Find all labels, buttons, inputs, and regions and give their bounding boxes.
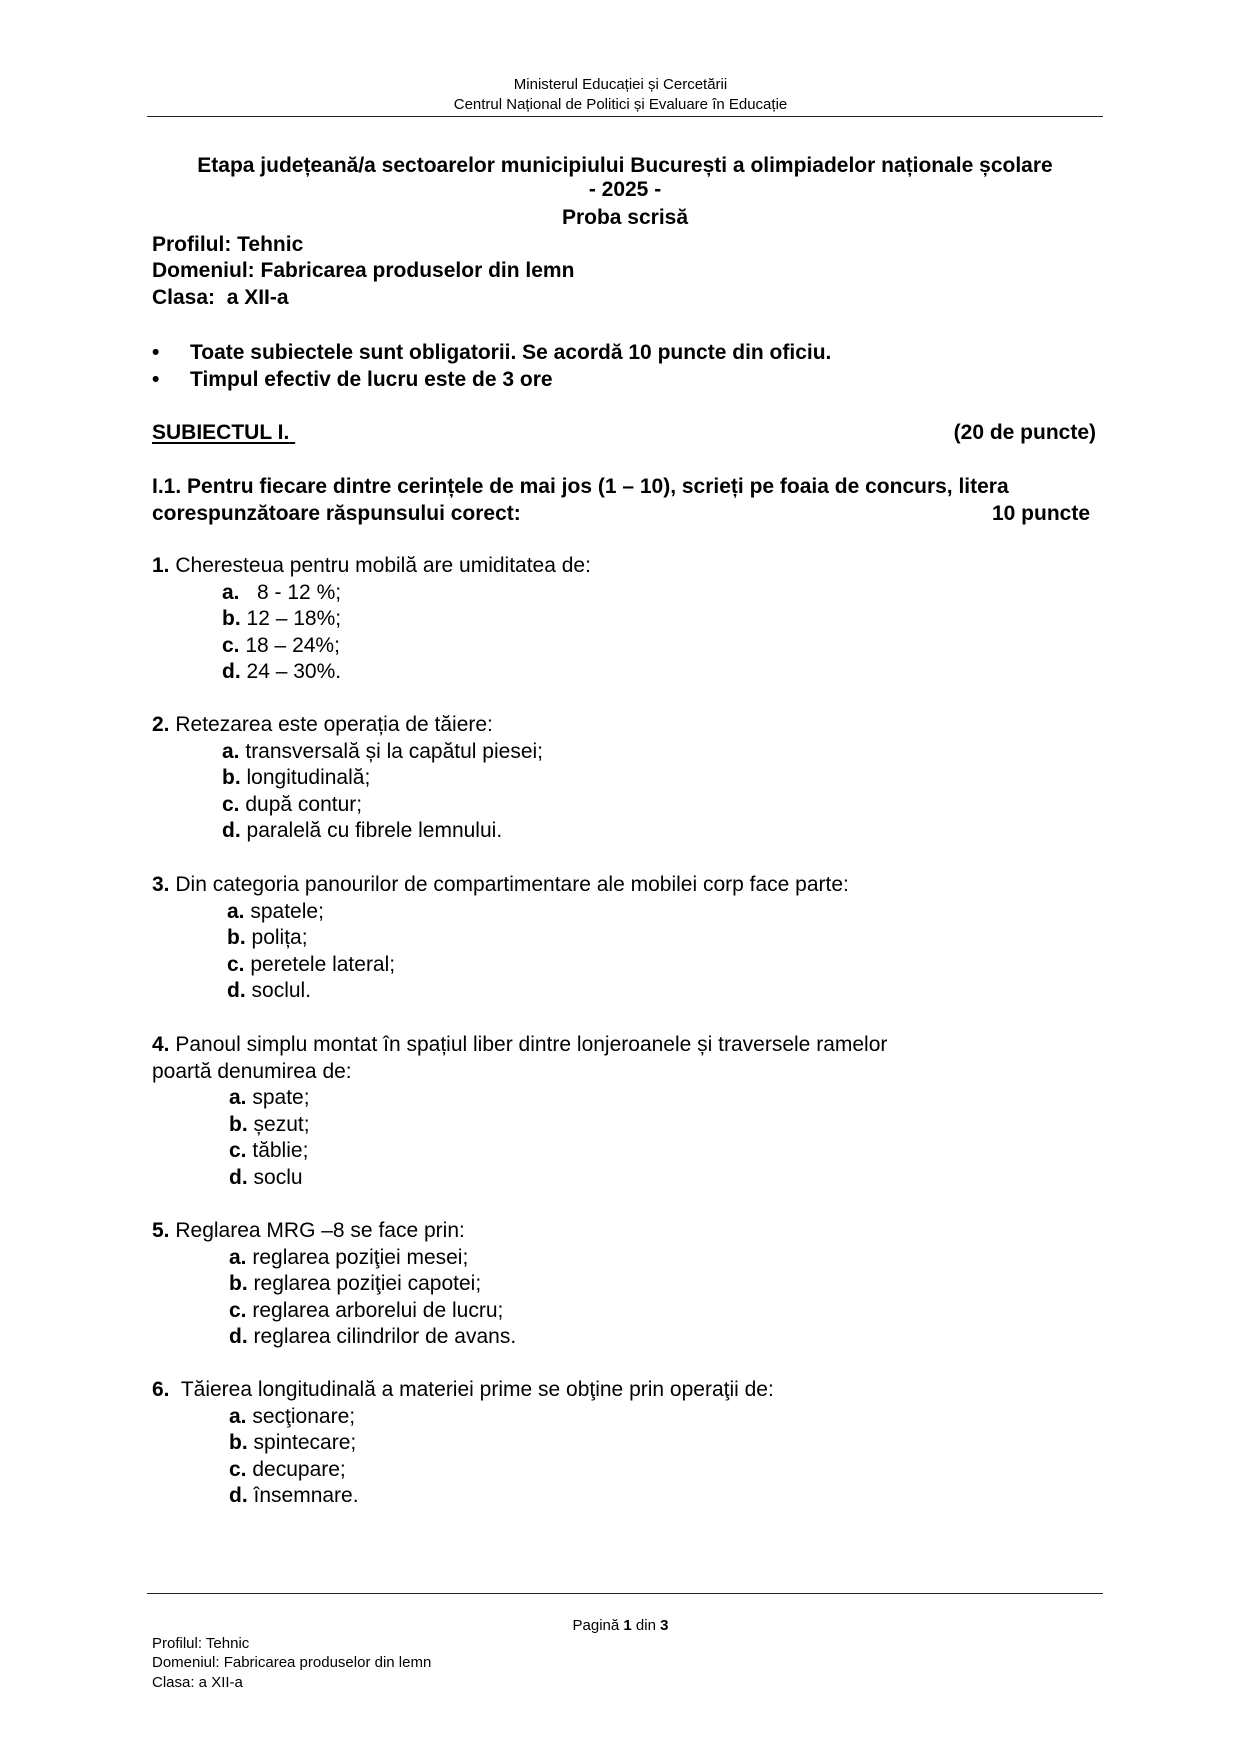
option-letter: c. — [227, 952, 245, 976]
footer-divider — [147, 1593, 1103, 1594]
answer-option — [229, 1166, 303, 1190]
answer-option — [227, 953, 395, 977]
option-text: decupare; — [252, 1457, 346, 1481]
option-text: tăblie; — [252, 1139, 309, 1162]
option-letter: d. — [229, 1165, 248, 1189]
option-text: paralelă cu fibrele lemnului. — [246, 819, 503, 842]
option-text: spatele; — [250, 899, 324, 923]
question-text — [152, 713, 493, 737]
question-text — [152, 554, 591, 578]
option-text: secţionare; — [252, 1404, 356, 1428]
option-letter: c. — [229, 1298, 247, 1322]
option-text: peretele lateral; — [250, 952, 396, 976]
task-instruction-text: corespunzătoare răspunsului corect: — [152, 502, 521, 525]
option-letter: c. — [222, 633, 240, 657]
question-stem: Tăierea longitudinală a materiei prime se obţine prin operaţii de: — [175, 1378, 774, 1401]
footer-profile: Profilul: Tehnic — [152, 1635, 250, 1652]
page-number — [0, 1617, 1241, 1635]
option-letter: d. — [227, 979, 246, 1002]
bullet-icon: • — [152, 341, 160, 364]
question-stem: Cheresteua pentru mobilă are umiditatea de: — [175, 554, 591, 577]
answer-option — [222, 634, 340, 658]
option-letter: b. — [229, 1112, 248, 1136]
option-text: soclu — [253, 1165, 303, 1189]
answer-option — [229, 1325, 516, 1349]
option-letter: a. — [229, 1245, 247, 1269]
option-text: soclul. — [251, 979, 312, 1002]
question-text — [152, 1378, 774, 1402]
subject-heading — [152, 421, 1096, 445]
option-letter: d. — [229, 1325, 248, 1348]
answer-option — [227, 979, 311, 1003]
question-stem: Panoul simplu montat în spațiul liber dintre lonjeroanele și traversele ramelor — [175, 1033, 888, 1056]
question-text — [152, 1219, 465, 1243]
option-letter: b. — [229, 1272, 248, 1295]
option-letter: c. — [229, 1457, 247, 1481]
question-stem: Retezarea este operația de tăiere: — [175, 713, 493, 736]
option-text: polița; — [251, 926, 308, 949]
question-text — [152, 1033, 887, 1057]
exam-type: Proba scrisă — [561, 206, 689, 229]
option-letter: d. — [222, 819, 241, 842]
exam-year: - 2025 - — [588, 178, 662, 201]
question-stem: Din categoria panourilor de compartimentare ale mobilei corp face parte: — [175, 873, 849, 896]
option-text: 18 – 24%; — [245, 633, 340, 657]
answer-option — [229, 1086, 310, 1110]
task-points: 10 puncte — [991, 502, 1090, 525]
option-text: 8 - 12 %; — [245, 580, 342, 604]
question-stem: poartă denumirea de: — [152, 1059, 352, 1083]
subject-title: SUBIECTUL I. — [152, 421, 290, 444]
option-text: reglarea cilindrilor de avans. — [253, 1325, 517, 1348]
option-letter: d. — [229, 1484, 248, 1507]
task-instruction-line2 — [152, 502, 1090, 526]
answer-option — [222, 607, 341, 631]
answer-option — [222, 740, 543, 764]
option-letter: b. — [222, 607, 241, 630]
option-text: transversală și la capătul piesei; — [245, 739, 544, 763]
center-name: Centrul Național de Politici și Evaluare în Educație — [453, 96, 788, 113]
answer-option — [229, 1299, 503, 1323]
option-letter: c. — [222, 792, 240, 816]
answer-option — [229, 1139, 308, 1163]
option-letter: a. — [229, 1404, 247, 1428]
instruction-item: Timpul efectiv de lucru este de 3 ore — [190, 368, 553, 391]
answer-option — [229, 1458, 346, 1482]
class-label: Clasa: a XII-a — [152, 286, 289, 309]
answer-option — [222, 819, 502, 843]
option-letter: b. — [222, 766, 241, 789]
answer-option — [222, 660, 341, 684]
profile-label: Profilul: Tehnic — [152, 233, 304, 256]
question-number: 2. — [152, 713, 170, 736]
question-number: 3. — [152, 873, 170, 896]
page-total: 3 — [660, 1617, 669, 1634]
answer-option — [229, 1246, 468, 1270]
option-text: reglarea poziţiei mesei; — [252, 1245, 469, 1269]
answer-option — [229, 1272, 481, 1296]
question-number: 4. — [152, 1033, 170, 1056]
option-letter: c. — [229, 1139, 247, 1162]
question-number: 1. — [152, 554, 170, 577]
answer-option — [222, 793, 362, 817]
option-letter: a. — [222, 739, 240, 763]
option-letter: a. — [227, 899, 245, 923]
question-stem: Reglarea MRG –8 se face prin: — [175, 1219, 465, 1242]
option-text: reglarea poziţiei capotei; — [253, 1272, 482, 1295]
exam-title: Etapa județeană/a sectoarelor municipiului București a olimpiadelor naționale școlare — [197, 154, 1053, 177]
question-number: 5. — [152, 1219, 170, 1242]
page-sep: din — [635, 1617, 656, 1634]
task-instruction: I.1. Pentru fiecare dintre cerințele de mai jos (1 – 10), scrieți pe foaia de concurs, litera — [152, 475, 1009, 498]
answer-option — [229, 1113, 310, 1137]
footer-class: Clasa: a XII-a — [152, 1674, 243, 1691]
subject-points: (20 de puncte) — [953, 421, 1096, 444]
instruction-item: Toate subiectele sunt obligatorii. Se acordă 10 puncte din oficiu. — [190, 341, 832, 364]
answer-option — [229, 1431, 356, 1455]
option-letter: a. — [229, 1086, 247, 1109]
option-text: reglarea arborelui de lucru; — [252, 1298, 504, 1322]
option-text: longitudinală; — [246, 766, 371, 789]
option-letter: b. — [229, 1431, 248, 1454]
option-text: spintecare; — [253, 1431, 357, 1454]
answer-option — [227, 900, 324, 924]
ministry-name: Ministerul Educației și Cercetării — [513, 76, 728, 93]
option-text: 24 – 30%. — [246, 660, 342, 683]
option-letter: a. — [222, 580, 240, 604]
footer-domain: Domeniul: Fabricarea produselor din lemn — [152, 1654, 432, 1671]
page-current: 1 — [623, 1617, 632, 1634]
option-letter: b. — [227, 926, 246, 949]
answer-option — [222, 581, 341, 605]
bullet-icon: • — [152, 368, 160, 391]
question-number: 6. — [152, 1378, 170, 1401]
option-text: 12 – 18%; — [246, 607, 342, 630]
answer-option — [229, 1484, 359, 1508]
option-text: spate; — [252, 1086, 310, 1109]
header-divider — [147, 116, 1103, 117]
answer-option — [227, 926, 308, 950]
option-letter: d. — [222, 660, 241, 683]
option-text: șezut; — [253, 1112, 310, 1136]
question-text-continued — [152, 1060, 352, 1084]
answer-option — [222, 766, 370, 790]
answer-option — [229, 1405, 355, 1429]
domain-label: Domeniul: Fabricarea produselor din lemn — [152, 259, 575, 282]
option-text: după contur; — [245, 792, 363, 816]
page-label: Pagină — [572, 1617, 620, 1634]
question-text — [152, 873, 849, 897]
option-text: însemnare. — [253, 1484, 359, 1507]
